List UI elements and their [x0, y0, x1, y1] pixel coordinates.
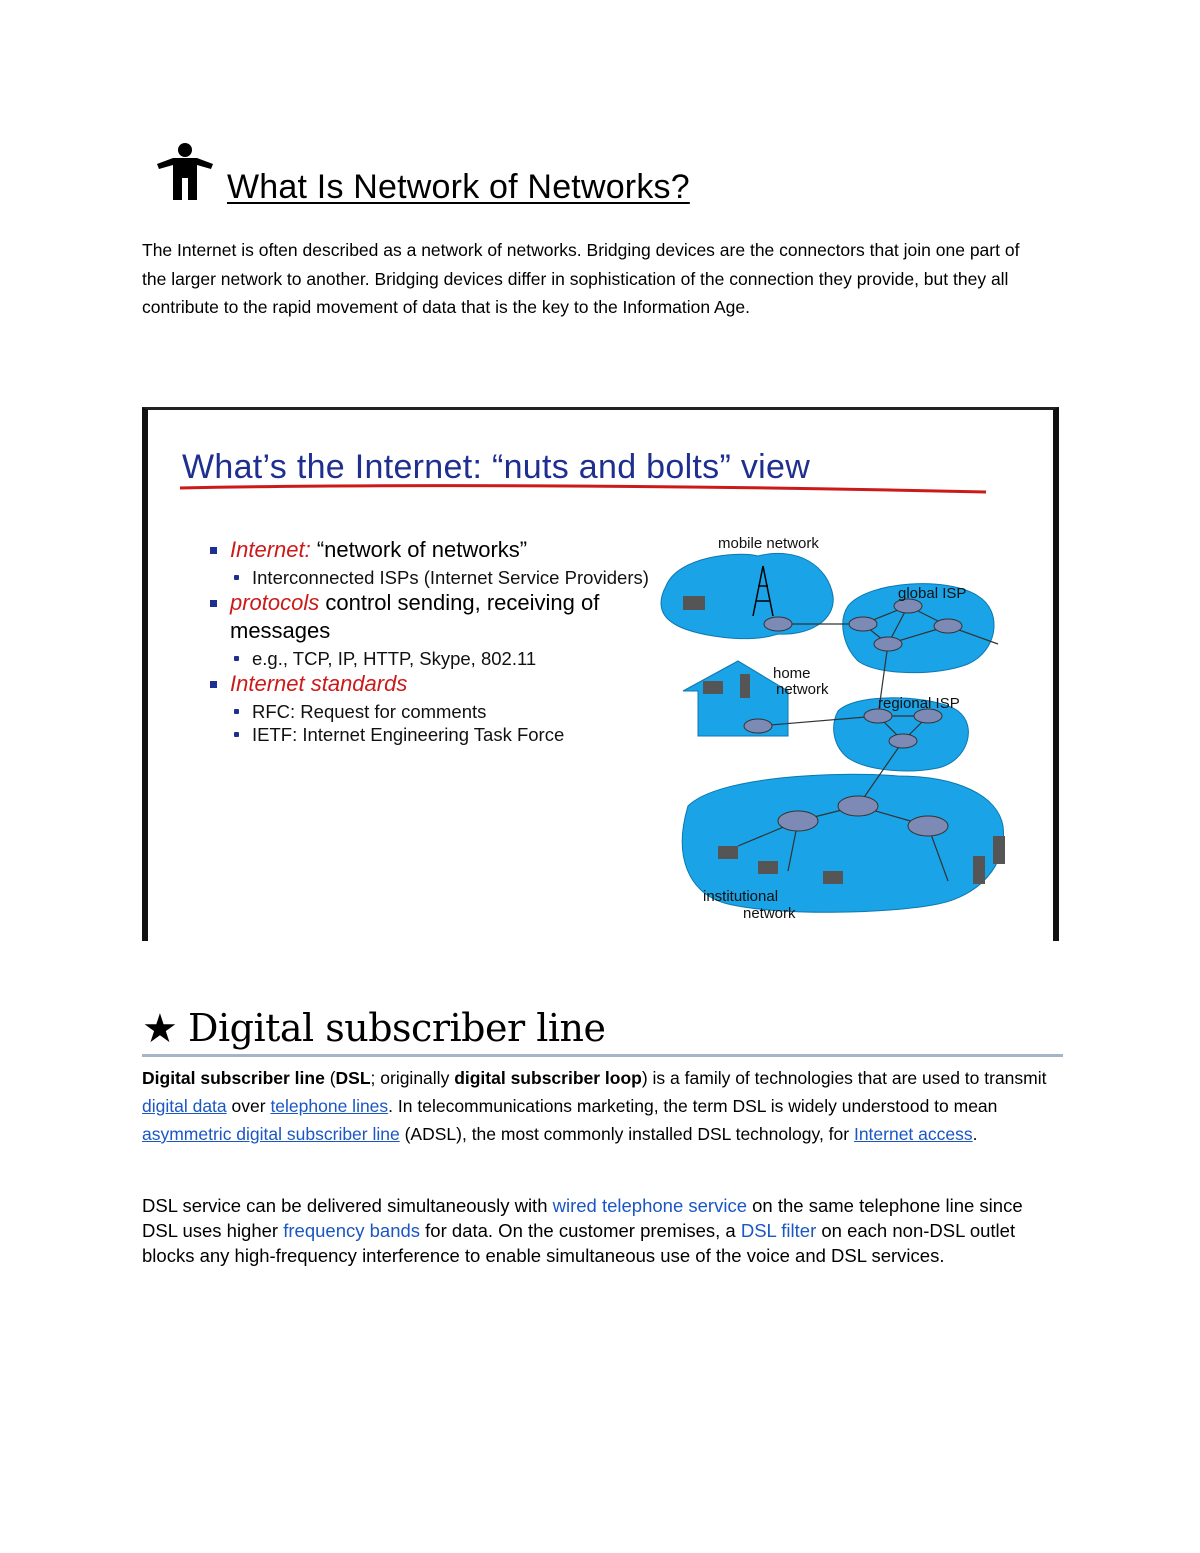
dsl-paragraph: Digital subscriber line (DSL; originally digital subscriber loop) is a family of technologies that are used to transmit digital data over telephone lines. In telecommunications marketing, the term DSL is widely understood to mean asymmetric digital subscriber line (ADSL), the most commonly installed DSL technology, for Internet access. [142, 1068, 1047, 1144]
bullet-item: Internet: “network of networks” [208, 536, 688, 564]
router-icon [778, 811, 818, 831]
server-icon [740, 674, 750, 698]
router-icon [764, 617, 792, 631]
router-icon [889, 734, 917, 748]
bullet-item: Internet standards [208, 670, 688, 698]
slide-bullets [208, 536, 688, 746]
network-diagram [658, 526, 1058, 926]
link-wired-telephone-service[interactable]: wired telephone service [552, 1195, 747, 1216]
intro-paragraph: The Internet is often described as a network of networks. Bridging devices are the connectors that join one part of the larger network to another. Bridging devices differ in sophistication of the connection they provide, but they all contribute to the rapid movement of data that is the key to the Information Age. [142, 240, 1020, 317]
person-icon [155, 142, 215, 202]
laptop-icon [823, 871, 843, 884]
slide-image [142, 407, 1059, 941]
page-title: What Is Network of Networks? [227, 168, 690, 206]
router-icon [934, 619, 962, 633]
diagram-label: mobile network [718, 535, 819, 552]
sub-bullet-item: Interconnected ISPs (Internet Service Providers) [208, 566, 652, 589]
router-icon [874, 637, 902, 651]
link-frequency-bands[interactable]: frequency bands [283, 1220, 421, 1241]
diagram-label: regional ISP [878, 695, 960, 712]
section-title: Digital subscriber line [188, 1006, 606, 1050]
router-icon [838, 796, 878, 816]
link-internet-access[interactable]: Internet access [853, 1124, 973, 1144]
diagram-label: network [776, 681, 829, 698]
server-icon [973, 856, 985, 884]
laptop-icon [718, 846, 738, 859]
diagram-label: global ISP [898, 585, 967, 602]
link-telephone-lines[interactable]: telephone lines [270, 1096, 389, 1116]
diagram-label: institutional [703, 888, 779, 905]
laptop-icon [703, 681, 723, 694]
mobile-cloud [661, 553, 833, 638]
diagram-label: home [773, 665, 811, 682]
sub-bullet-item: IETF: Internet Engineering Task Force [208, 723, 688, 746]
heading-rule [142, 1054, 1063, 1057]
slide-title: What’s the Internet: “nuts and bolts” view [182, 448, 811, 486]
dsl-service-paragraph: DSL service can be delivered simultaneously with wired telephone service on the same telephone line since DSL uses higher frequency bands for data. On the customer premises, a DSL filter on each non-DSL outlet blocks any high-frequency interference to enable simultaneous use of the voice and DSL services. [142, 1195, 1023, 1266]
router-icon [849, 617, 877, 631]
server-icon [993, 836, 1005, 864]
section-heading-row [155, 142, 1055, 212]
title-underline [178, 482, 988, 496]
link-adsl[interactable]: asymmetric digital subscriber line [142, 1124, 400, 1144]
bullet-item: protocols control sending, receiving of messages [208, 589, 610, 645]
link-digital-data[interactable]: digital data [142, 1096, 227, 1116]
link-dsl-filter[interactable]: DSL filter [740, 1220, 817, 1241]
laptop-icon [683, 596, 705, 610]
laptop-icon [758, 861, 778, 874]
router-icon [908, 816, 948, 836]
sub-bullet-item: RFC: Request for comments [208, 700, 688, 723]
diagram-label: network [743, 905, 796, 922]
sub-bullet-item: e.g., TCP, IP, HTTP, Skype, 802.11 [208, 647, 688, 670]
router-icon [744, 719, 772, 733]
star-icon: ★ [142, 1007, 178, 1051]
